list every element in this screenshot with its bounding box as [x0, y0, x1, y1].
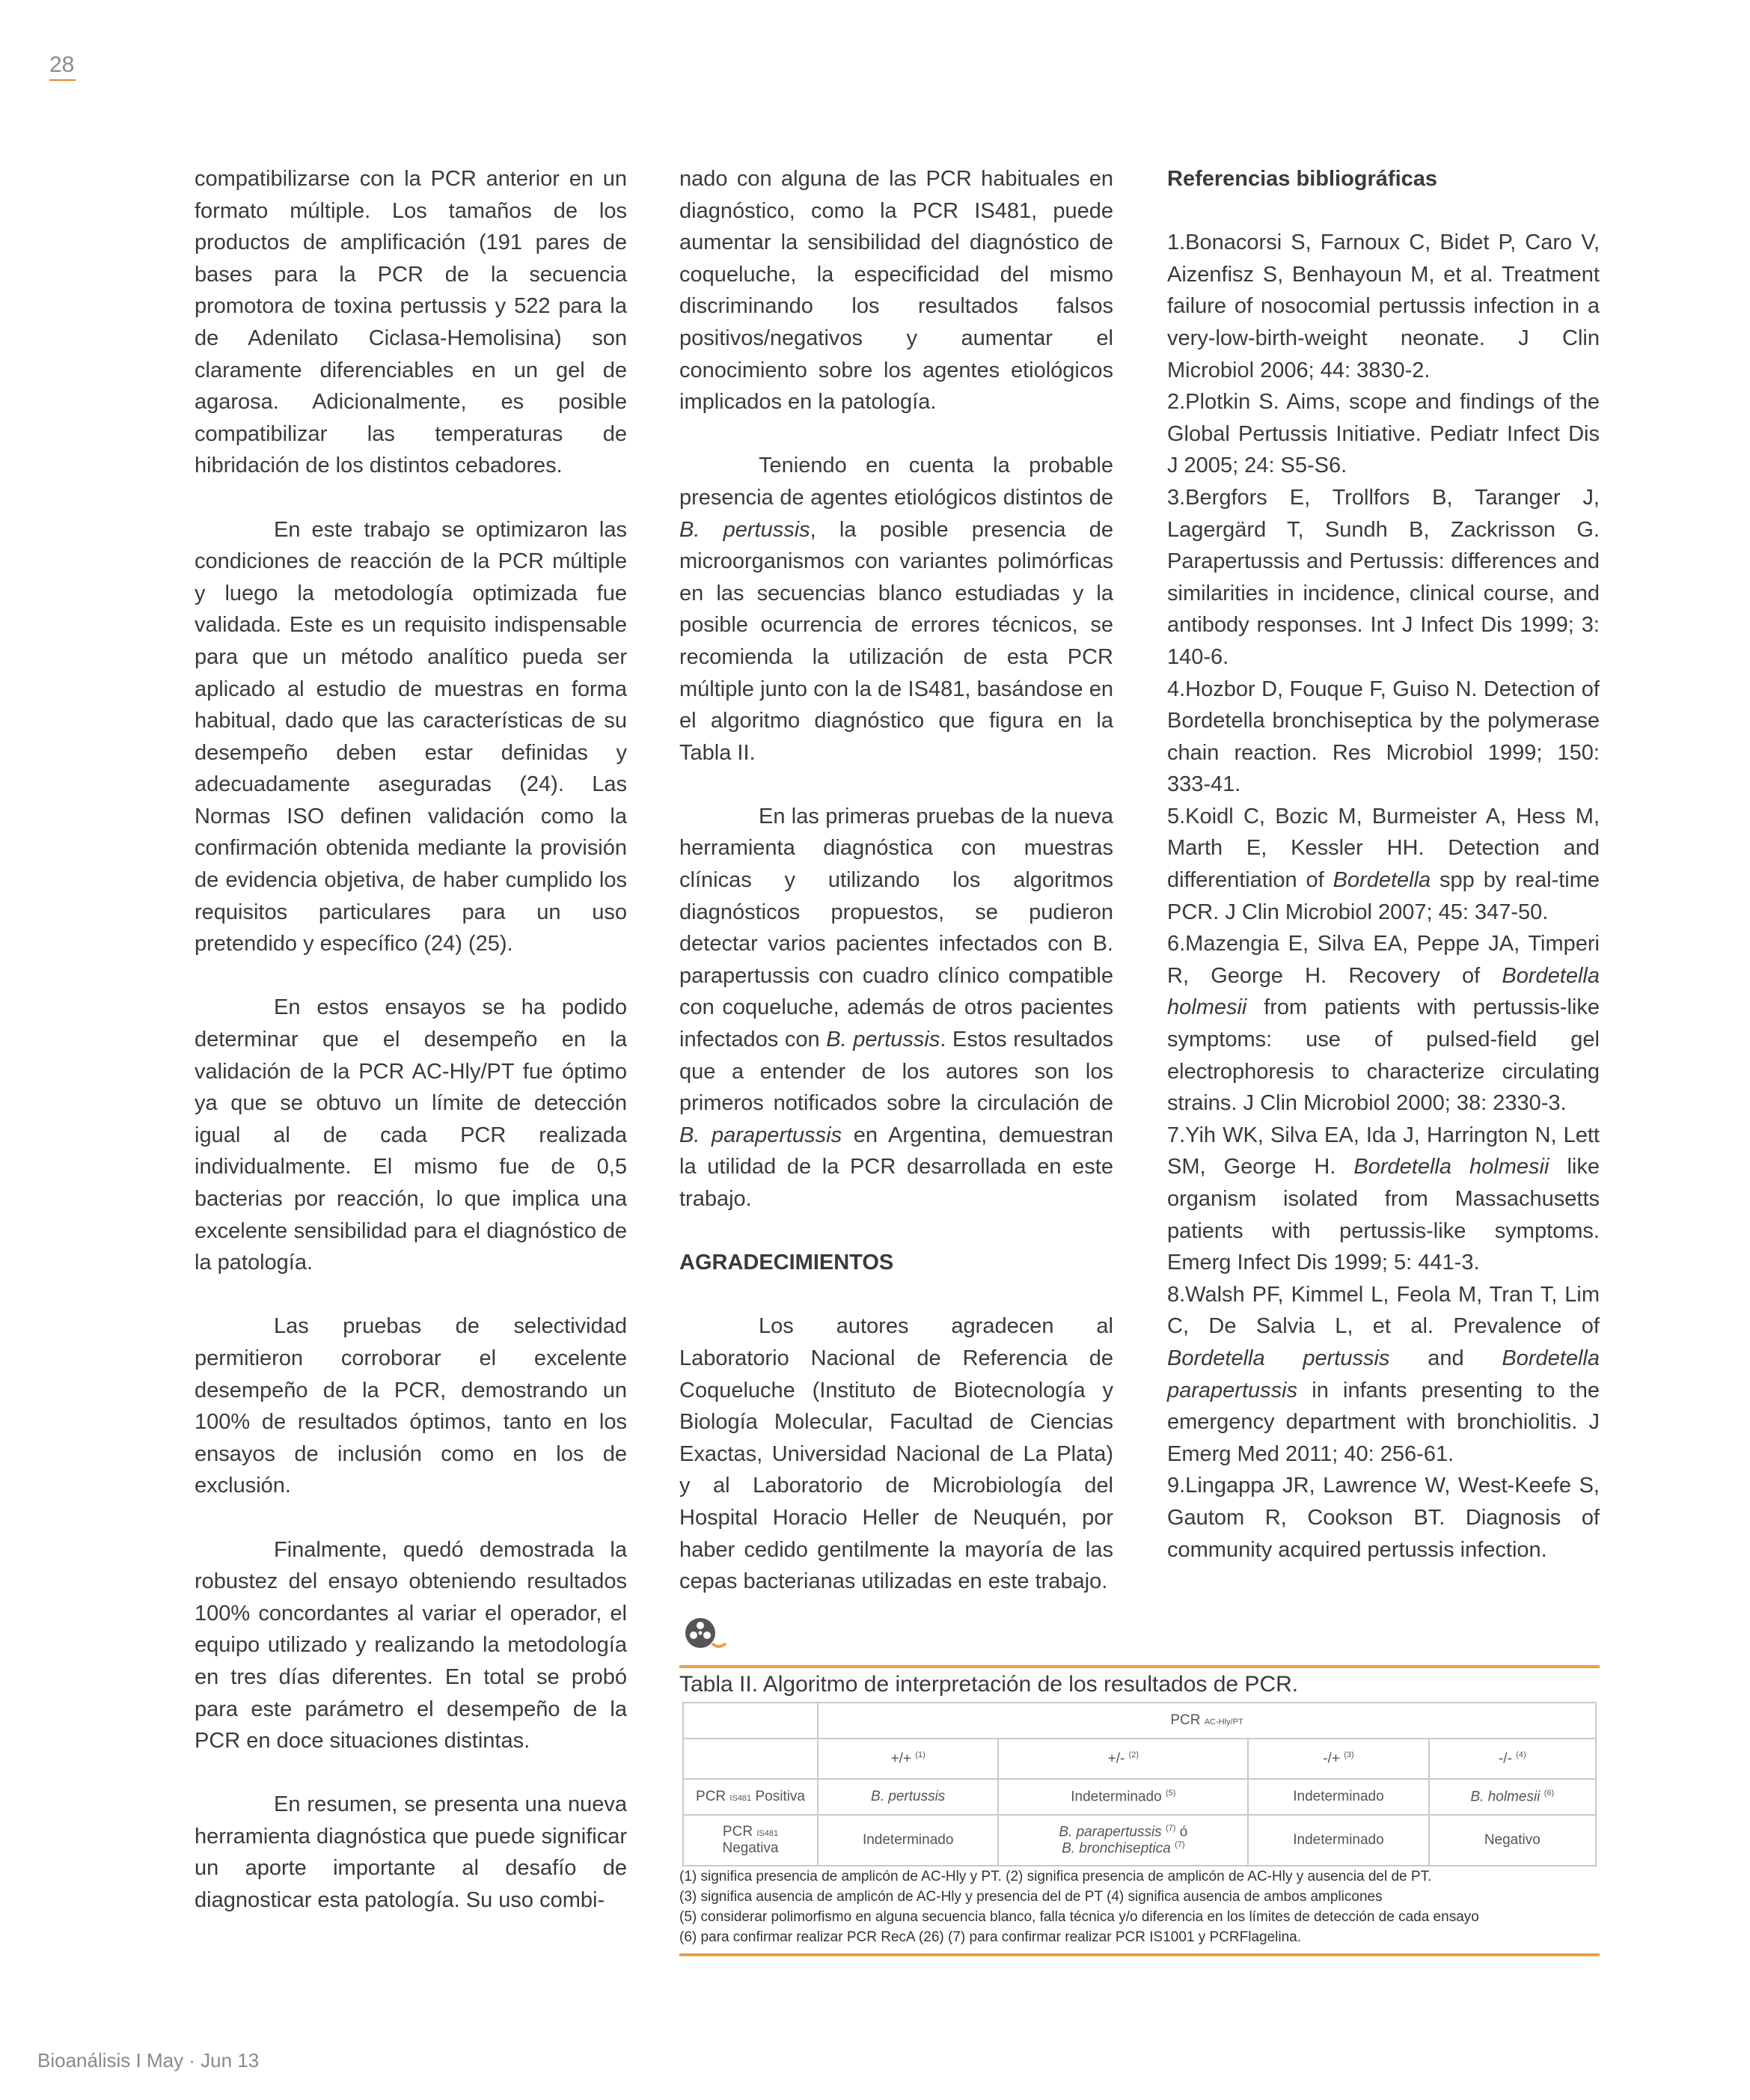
col-header: -/+ $^{(3)}$ — [1248, 1739, 1428, 1780]
table-note: (3) significa ausencia de amplicón de AC-Hly y presencia del de PT (4) significa ausencia de ambos amplicones — [679, 1889, 1383, 1905]
reference-item: 6.Mazengia E, Silva EA, Peppe JA, Timperi R, George H. Recovery of Bordetella holmesii from patients with pertussis-like symptoms: use of pulsed-field gel electrophoresis to characterize circulating strains. J Clin Microbiol 2000; 38: 2330-3. — [1167, 932, 1600, 1116]
reference-item: 9.Lingappa JR, Lawrence W, West-Keefe S, Gautom R, Cookson BT. Diagnosis of community acquired pertussis infection. — [1167, 1474, 1600, 1562]
table-note: (6) para confirmar realizar PCR RecA (26) (7) para confirmar realizar PCR IS1001 y PCRFlagelina. — [679, 1929, 1302, 1945]
acknowledgments-text: Los autores agradecen al Laboratorio Nacional de Referencia de Coqueluche (Instituto de Biotecnología y Biología Molecular, Facultad de Ciencias Exactas, Universidad Nacional de La Plata) y al Laboratorio de Microbiología del Hospital Horacio Heller de Neuquén, por haber cedido gentilmente la mayoría de las cepas bacterianas utilizadas en este trabajo. — [679, 1314, 1113, 1594]
acknowledgments-heading: AGRADECIMIENTOS — [679, 1251, 894, 1275]
table-bottom-rule — [679, 1953, 1600, 1956]
table-cell: Indeterminado — [1248, 1815, 1428, 1866]
table-notes — [679, 1867, 1600, 1947]
table-note: (1) significa presencia de amplicón de AC-Hly y PT. (2) significa presencia de amplicón de AC-Hly y ausencia del de PT. — [679, 1869, 1432, 1884]
reference-item: 8.Walsh PF, Kimmel L, Feola M, Tran T, Lim C, De Salvia L, et al. Prevalence of Bordetella pertussis and Bordetella parapertussis in infants presenting to the emergency department with bronchiolitis. J Emerg Med 2011; 40: 256-61. — [1167, 1282, 1600, 1466]
table-corner-cell — [683, 1739, 818, 1780]
reference-item: 4.Hozbor D, Fouque F, Guiso N. Detection of Bordetella bronchiseptica by the polymerase chain reaction. Res Microbiol 1999; 150: 333-41. — [1167, 677, 1600, 797]
column-2 — [679, 163, 1113, 1598]
table-cell: B. holmesii $^{(6)}$ — [1429, 1779, 1596, 1815]
col-header: +/+ $^{(1)}$ — [818, 1739, 998, 1780]
paragraph: nado con alguna de las PCR habituales en diagnóstico, como la PCR IS481, puede aumentar la sensibilidad del diagnóstico de coqueluche, la especificidad del mismo discriminando los resultados falsos positivos/negativos y aumentar el conocimiento sobre los agentes etiológicos implicados en la patología. — [679, 167, 1113, 415]
page-number: 28 — [49, 52, 76, 81]
column-1 — [195, 163, 627, 1917]
table-cell: Indeterminado — [1248, 1779, 1428, 1815]
references-column — [1167, 163, 1600, 1566]
table-top-rule — [679, 1665, 1600, 1668]
row-header: PCR IS481 Negativa — [683, 1815, 818, 1866]
table-cell: B. parapertussis $^{(7)}$ ó B. bronchiseptica $^{(7)}$ — [998, 1815, 1248, 1866]
table-corner-cell — [683, 1703, 818, 1739]
table-cell: B. pertussis — [818, 1779, 998, 1815]
references-heading: Referencias bibliográficas — [1167, 167, 1438, 191]
reference-item: 3.Bergfors E, Trollfors B, Taranger J, Lagergärd T, Sundh B, Zackrisson G. Parapertussis and Pertussis: differences and similarities in incidence, clinical course, and antibody responses. Int J Infect Dis 1999; 3: 140-6. — [1167, 485, 1600, 669]
table-cell: Indeterminado — [818, 1815, 998, 1866]
paragraph: Finalmente, quedó demostrada la robustez del ensayo obteniendo resultados 100% concordantes al variar el operador, el equipo utilizado y realizando la metodología en tres días diferentes. En total se probó para este parámetro el desempeño de la PCR en doce situaciones distintas. — [195, 1537, 627, 1753]
col-header: +/- $^{(2)}$ — [998, 1739, 1248, 1780]
table-cell: Indeterminado $^{(5)}$ — [998, 1779, 1248, 1815]
page-footer: Bioanálisis I May · Jun 13 — [37, 2049, 260, 2072]
paragraph: Las pruebas de selectividad permitieron corroborar el excelente desempeño de la PCR, demostrando un 100% de resultados óptimos, tanto en los ensayos de inclusión como en los de exclusión. — [195, 1314, 627, 1498]
col-header: -/- $^{(4)}$ — [1429, 1739, 1596, 1780]
paragraph: Teniendo en cuenta la probable presencia de agentes etiológicos distintos de B. pertussis, la posible presencia de microorganismos con variantes polimórficas en las secuencias blanco estudiadas y la posible ocurrencia de errores técnicos, se recomienda la utilización de esta PCR múltiple junto con la de IS481, basándose en el algoritmo diagnóstico que figura en la Tabla II. — [679, 454, 1113, 765]
paragraph: compatibilizarse con la PCR anterior en un formato múltiple. Los tamaños de los productos de amplificación (191 pares de bases para la PCR de la secuencia promotora de toxina pertussis y 522 para la de Adenilato Ciclasa-Hemolisina) son claramente diferenciables en un gel de agarosa. Adicionalmente, es posible compatibilizar las temperaturas de hibridación de los distintos cebadores. — [195, 167, 627, 478]
table-note: (5) considerar polimorfismo en alguna secuencia blanco, falla técnica y/o diferencia en los límites de detección de cada ensayo — [679, 1909, 1479, 1925]
reference-item: 5.Koidl C, Bozic M, Burmeister A, Hess M, Marth E, Kessler HH. Detection and differentiation of Bordetella spp by real-time PCR. J Clin Microbiol 2007; 45: 347-50. — [1167, 804, 1600, 924]
film-reel-icon — [679, 1615, 732, 1652]
paragraph: En resumen, se presenta una nueva herramienta diagnóstica que puede significar un aporte importante al desafío de diagnosticar esta patología. Su uso combi- — [195, 1792, 627, 1913]
row-header: PCR IS481 Positiva — [683, 1779, 818, 1815]
reference-item: 7.Yih WK, Silva EA, Ida J, Harrington N, Lett SM, George H. Bordetella holmesii like organism isolated from Massachusetts patients with pertussis-like symptoms. Emerg Infect Dis 1999; 5: 441-3. — [1167, 1123, 1600, 1275]
table-top-header: PCR AC-Hly/PT — [818, 1703, 1596, 1739]
interpretation-table — [682, 1702, 1597, 1867]
reference-item: 2.Plotkin S. Aims, scope and findings of the Global Pertussis Initiative. Pediatr Infect Dis J 2005; 24: S5-S6. — [1167, 390, 1600, 478]
table-caption: Tabla II. Algoritmo de interpretación de los resultados de PCR. — [679, 1672, 1299, 1697]
paragraph: En las primeras pruebas de la nueva herramienta diagnóstica con muestras clínicas y utilizando los algoritmos diagnósticos propuestos, se pudieron detectar varios pacientes infectados con B. parapertussis con cuadro clínico compatible con coqueluche, además de otros pacientes infectados con B. pertussis. Estos resultados que a entender de los autores son los primeros notificados sobre la circulación de B. parapertussis en Argentina, demuestran la utilidad de la PCR desarrollada en este trabajo. — [679, 804, 1114, 1211]
reference-item: 1.Bonacorsi S, Farnoux C, Bidet P, Caro V, Aizenfisz S, Benhayoun M, et al. Treatment failure of nosocomial pertussis infection in a very-low-birth-weight neonate. J Clin Microbiol 2006; 44: 3830-2. — [1167, 231, 1600, 382]
table-cell: Negativo — [1429, 1815, 1596, 1866]
paragraph: En este trabajo se optimizaron las condiciones de reacción de la PCR múltiple y luego la metodología optimizada fue validada. Este es un requisito indispensable para que un método analítico pueda ser aplicado al estudio de muestras en forma habitual, dado que las características de su desempeño deben estar definidas y adecuadamente aseguradas (24). Las Normas ISO definen validación como la confirmación obtenida mediante la provisión de evidencia objetiva, de haber cumplido los requisitos particulares para un uso pretendido y específico (24) (25). — [195, 517, 627, 956]
paragraph: En estos ensayos se ha podido determinar que el desempeño en la validación de la PCR AC-Hly/PT fue óptimo ya que se obtuvo un límite de detección igual al de cada PCR realizada individualmente. El mismo fue de 0,5 bacterias por reacción, lo que implica una excelente sensibilidad para el diagnóstico de la patología. — [195, 995, 627, 1275]
